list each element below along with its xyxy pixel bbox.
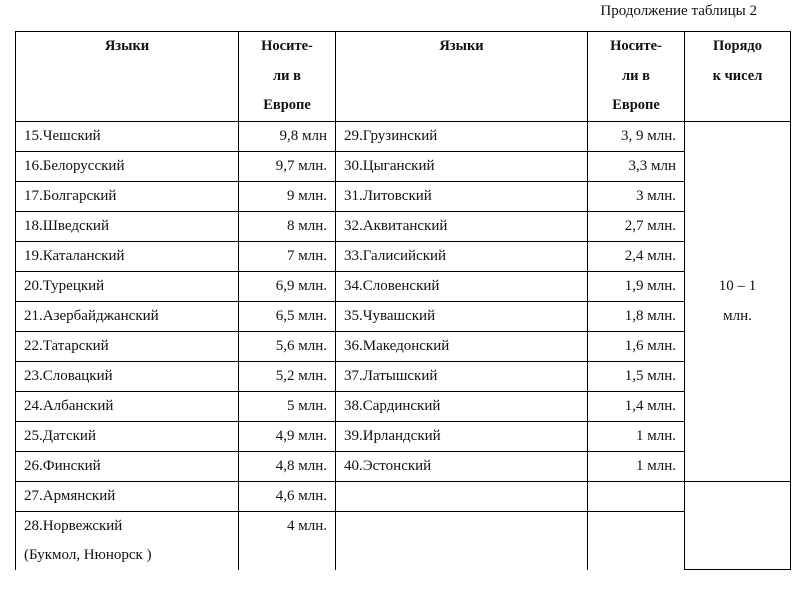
table-row (16, 451, 791, 481)
language-name: 37.Латышский (336, 361, 588, 391)
language-name: 25.Датский (16, 421, 239, 451)
speakers-count: 4,9 млн. (239, 421, 336, 451)
table-row (16, 241, 791, 271)
header-order: Порядо к чисел (685, 32, 791, 122)
language-name: 31.Литовский (336, 181, 588, 211)
speakers-count: 4,6 млн. (239, 481, 336, 511)
speakers-count: 4 млн. (239, 511, 336, 570)
table-row (16, 271, 791, 301)
language-name: 34.Словенский (336, 271, 588, 301)
speakers-count: 1,9 млн. (588, 271, 685, 301)
speakers-count: 1 млн. (588, 421, 685, 451)
table-row (16, 511, 791, 570)
table-row (16, 181, 791, 211)
order-of-magnitude: 10 – 1 млн. (685, 121, 791, 481)
language-name: 17.Болгарский (16, 181, 239, 211)
language-name: 16.Белорусский (16, 151, 239, 181)
language-name: 38.Сардинский (336, 391, 588, 421)
table-caption: Продолжение таблицы 2 (600, 3, 757, 19)
speakers-count: 5,2 млн. (239, 361, 336, 391)
language-name: 40.Эстонский (336, 451, 588, 481)
language-name: 15.Чешский (16, 121, 239, 151)
speakers-count (588, 511, 685, 570)
language-name: 22.Татарский (16, 331, 239, 361)
language-name (336, 511, 588, 570)
language-name: 21.Азербайджанский (16, 301, 239, 331)
table-row (16, 361, 791, 391)
language-name (336, 481, 588, 511)
speakers-count: 1 млн. (588, 451, 685, 481)
speakers-count: 2,4 млн. (588, 241, 685, 271)
language-name: 19.Каталанский (16, 241, 239, 271)
speakers-count (588, 481, 685, 511)
header-languages-right: Языки (336, 32, 588, 122)
speakers-count: 3 млн. (588, 181, 685, 211)
language-name: 33.Галисийский (336, 241, 588, 271)
speakers-count: 9,8 млн (239, 121, 336, 151)
speakers-count: 2,7 млн. (588, 211, 685, 241)
speakers-count: 5,6 млн. (239, 331, 336, 361)
header-row (16, 32, 791, 122)
table-row (16, 151, 791, 181)
language-name: 35.Чувашский (336, 301, 588, 331)
speakers-count: 1,4 млн. (588, 391, 685, 421)
speakers-count: 8 млн. (239, 211, 336, 241)
speakers-count: 6,5 млн. (239, 301, 336, 331)
table-row (16, 331, 791, 361)
speakers-count: 4,8 млн. (239, 451, 336, 481)
table-row (16, 421, 791, 451)
language-name: 39.Ирландский (336, 421, 588, 451)
header-speakers-left: Носите- ли в Европе (239, 32, 336, 122)
language-name: 26.Финский (16, 451, 239, 481)
table-row (16, 481, 791, 511)
speakers-count: 1,5 млн. (588, 361, 685, 391)
language-name: 36.Македонский (336, 331, 588, 361)
table-row (16, 391, 791, 421)
speakers-count: 1,8 млн. (588, 301, 685, 331)
speakers-count: 5 млн. (239, 391, 336, 421)
header-languages-left: Языки (16, 32, 239, 122)
speakers-count: 3, 9 млн. (588, 121, 685, 151)
speakers-count: 7 млн. (239, 241, 336, 271)
speakers-count: 9 млн. (239, 181, 336, 211)
language-name: 27.Армянский (16, 481, 239, 511)
table-row (16, 121, 791, 151)
speakers-count: 6,9 млн. (239, 271, 336, 301)
languages-table (15, 31, 791, 570)
language-name: 29.Грузинский (336, 121, 588, 151)
empty-cell (685, 481, 791, 570)
language-name: 30.Цыганский (336, 151, 588, 181)
language-name: 18.Шведский (16, 211, 239, 241)
language-name: 32.Аквитанский (336, 211, 588, 241)
speakers-count: 3,3 млн (588, 151, 685, 181)
table-row (16, 301, 791, 331)
language-name: 23.Словацкий (16, 361, 239, 391)
header-speakers-right: Носите- ли в Европе (588, 32, 685, 122)
language-name: 28.Норвежский (Букмол, Нюнорск ) (16, 511, 239, 570)
speakers-count: 9,7 млн. (239, 151, 336, 181)
table-row (16, 211, 791, 241)
speakers-count: 1,6 млн. (588, 331, 685, 361)
language-name: 24.Албанский (16, 391, 239, 421)
language-name: 20.Турецкий (16, 271, 239, 301)
